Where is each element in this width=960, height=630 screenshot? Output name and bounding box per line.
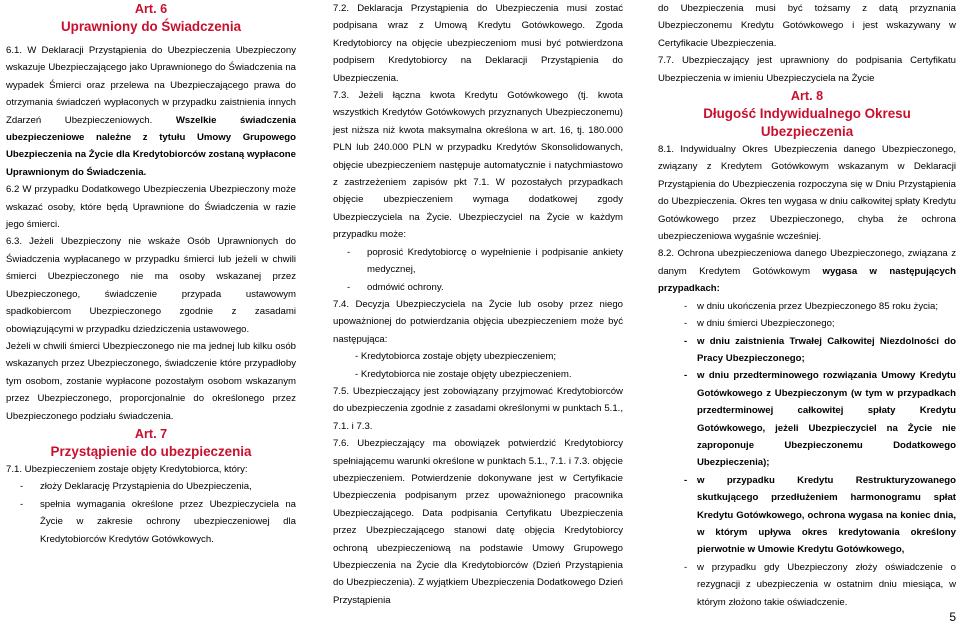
art8-title: Art. 8	[790, 89, 824, 104]
paragraph-7-6: 7.6. Ubezpieczający ma obowiązek potwierdzić Kredytobiorcy spełniającemu warunki określone w punktach 5.1., 7.1. i 7.3. objęcie ubezpieczeniem. Potwierdzenie dokonywane jest w Certyfikacie Ubezpieczenia podpisanym przez upoważnionego pracownika Ubezpieczającego. Data podpisania Certyfikatu Ubezpieczenia przez Ubezpieczającego stanowi datę objęcia Kredytobiorcy ochroną ubezpieczeniową na podstawie Umowy Grupowego Ubezpieczenia na Życie dla Kredytobiorców (Dzień Przystąpienia do Ubezpieczenia). Z wyjątkiem Ubezpieczenia Dodatkowego Dzień Przystąpienia	[333, 438, 623, 606]
paragraph-8-2	[658, 245, 956, 297]
column-middle	[333, 0, 623, 609]
paragraph-7-4: 7.4. Decyzja Ubezpieczyciela na Życie lub osoby przez niego upoważnionej do potwierdzania objęcia ubezpieczeniem może być następująca:	[333, 298, 623, 345]
paragraph-7-2: 7.2. Deklaracja Przystąpienia do Ubezpieczenia musi zostać podpisana wraz z Umową Kredytu Gotówkowego. Zgoda Kredytobiorcy na objęcie ubezpieczeniom musi być potwierdzona podpisem Kredytobiorcy na Deklaracji Przystąpienia do Ubezpieczenia.	[333, 3, 623, 84]
art8-subtitle: Długość Indywidualnego Okresu Ubezpieczenia	[703, 106, 911, 140]
column-left	[6, 0, 296, 548]
paragraph-6-3: 6.3. Jeżeli Ubezpieczony nie wskaże Osób Uprawnionych do Świadczenia wypłacanego w przypadku śmierci lub jeżeli w chwili śmierci Ubezpieczonego nie ma osoby wskazanej przez Ubezpieczonego, świadczenie przypada ustawowym spadkobiercom Ubezpieczonego zgodnie z zasadami obowiązującymi w przypadku dziedziczenia ustawowego.	[6, 236, 296, 335]
paragraph-7-1: 7.1. Ubezpieczeniem zostaje objęty Kredytobiorca, który:	[6, 463, 248, 475]
list-item: - odmówić ochrony.	[333, 279, 623, 296]
art6-title: Art. 6	[134, 2, 168, 16]
paragraph-6-1	[6, 42, 296, 181]
paragraph-7-6-cont: do Ubezpieczenia musi być tożsamy z datą przyznania Ubezpieczonemu Kredytu Gotówkowego i jest wskazywany w Certyfikacie Ubezpieczenia.	[658, 3, 956, 49]
page-number: 5	[949, 609, 956, 624]
list-item: - w dniu przedterminowego rozwiązania Umowy Kredytu Gotówkowego z Ubezpieczonym (w tym w przypadkach przedterminowej całkowitej spłaty Kredytu Gotówkowego, jeżeli Ubezpieczyciel na Życie nie zaproponuje Ubezpieczonemu Dodatkowego Ubezpieczenia);	[658, 367, 956, 471]
list-item: - w dniu śmierci Ubezpieczonego;	[658, 315, 956, 332]
paragraph-6-1-text: 6.1. W Deklaracji Przystąpienia do Ubezpieczenia Ubezpieczony wskazuje Ubezpieczającego jako Uprawnionego do Świadczenia na wypadek Śmierci oraz przelewa na Ubezpieczającego prawa do otrzymania świadczeń wypłaconych w przypadku zaistnienia innych Zdarzeń Ubezpieczeniowych.	[6, 45, 296, 126]
list-item: - w dniu ukończenia przez Ubezpieczonego 85 roku życia;	[658, 298, 956, 315]
paragraph-6-1-bold: Wszelkie świadczenia ubezpieczeniowe należne z tytułu Umowy Grupowego Ubezpieczenia na Życie dla Kredytobiorców zostaną wypłacone Uprawnionym do Świadczenia.	[6, 114, 296, 178]
list-item: - w przypadku gdy Ubezpieczony złoży oświadczenie o rezygnacji z ubezpieczenia w ostatnim dniu miesiąca, w którym złożono takie oświadczenie.	[658, 559, 956, 611]
list-item: - Kredytobiorca zostaje objęty ubezpieczeniem;	[355, 351, 557, 363]
list-item: - w dniu zaistnienia Trwałej Całkowitej Niezdolności do Pracy Ubezpieczonego;	[658, 333, 956, 368]
column-right	[658, 0, 956, 611]
paragraph-6-2: 6.2 W przypadku Dodatkowego Ubezpieczenia Ubezpieczony może wskazać osoby, które będą Uprawnione do Świadczenia w razie jego śmierci.	[6, 184, 296, 231]
list-item: - w przypadku Kredytu Restrukturyzowanego skutkującego przedłużeniem harmonogramu spłat Kredytu Gotówkowego, ochrona wygasa na koniec dnia, w którym upływa okres kredytowania określony pierwotnie w Umowie Kredytu Gotówkowego,	[658, 472, 956, 559]
list-item: - Kredytobiorca nie zostaje objęty ubezpieczeniem.	[355, 368, 572, 380]
list-item: - złoży Deklarację Przystąpienia do Ubezpieczenia,	[6, 478, 296, 495]
paragraph-7-7: 7.7. Ubezpieczający jest uprawniony do podpisania Certyfikatu Ubezpieczenia w imieniu Ubezpieczyciela na Życie	[658, 55, 956, 84]
art6-subtitle: Uprawniony do Świadczenia	[60, 19, 242, 34]
list-item: - spełnia wymagania określone przez Ubezpieczyciela na Życie w zakresie ochrony ubezpieczeniowej dla Kredytobiorców Kredytów Gotówkowych.	[6, 496, 296, 548]
paragraph-7-3: 7.3. Jeżeli łączna kwota Kredytu Gotówkowego (tj. kwota wszystkich Kredytów Gotówkowych przyznanych Ubezpieczonemu) jest niższa niż kwota maksymalna określona w art. 16, tj. 180.000 PLN lub 240.000 PLN w przypadku Kredytów Skonsolidowanych, objęcie ubezpieczeniem następuje automatycznie i natychmiastowo z zastrzeżeniem zapisów pkt 7.1. W pozostałych przypadkach objęcie ubezpieczeniem wymaga dodatkowej zgody Ubezpieczyciela na Życie. Ubezpieczyciel na Życie w każdym przypadku może:	[333, 90, 623, 241]
paragraph-8-1: 8.1. Indywidualny Okres Ubezpieczenia danego Ubezpieczonego, związany z Kredytem Gotówkowym wskazanym w Deklaracji Przystąpienia do Ubezpieczenia rozpoczyna się w Dniu Przystąpienia do Ubezpieczenia. Okres ten wygasa w dniu całkowitej spłaty Kredytu Gotówkowego przez Ubezpieczonego, chyba że ochrona ubezpieczeniowa wygaśnie wcześniej.	[658, 144, 956, 243]
paragraph-8-2-text: 8.2. Ochrona ubezpieczeniowa danego Ubezpieczonego, związana z danym Kredytem Gotówkowym	[658, 248, 956, 277]
paragraph-6-3-cont: Jeżeli w chwili śmierci Ubezpieczonego nie ma jednej lub kilku osób wskazanych przez Ubezpieczonego, świadczenie które przypadłoby tym osobom, zostanie wypłacone pozostałym osobom wskazanym przez Ubezpieczonego, proporcjonalnie do określonego przez Ubezpieczonego podziału świadczenia.	[6, 340, 296, 422]
art7-title: Art. 7	[134, 426, 168, 441]
paragraph-7-5: 7.5. Ubezpieczający jest zobowiązany przyjmować Kredytobiorców do ubezpieczenia zgodnie z zasadami określonymi w punktach 5.1., 7.1. i 7.3.	[333, 385, 623, 432]
art7-subtitle: Przystąpienie do ubezpieczenia	[50, 443, 252, 459]
paragraph-8-2-bold: wygasa w następujących przypadkach:	[658, 265, 956, 295]
list-item: - poprosić Kredytobiorcę o wypełnienie i podpisanie ankiety medycznej,	[333, 244, 623, 279]
